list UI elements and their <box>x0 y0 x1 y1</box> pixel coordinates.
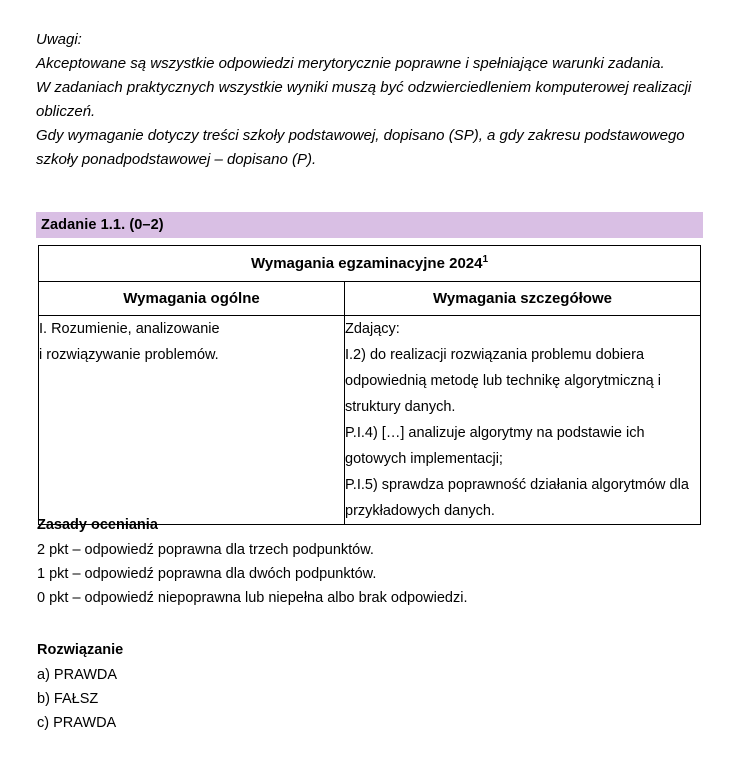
scoring-section <box>37 513 677 610</box>
column-header-general: Wymagania ogólne <box>39 282 345 316</box>
notes-line-3: Gdy wymaganie dotyczy treści szkoły podstawowej, dopisano (SP), a gdy zakresu podstawowego szkoły ponadpodstawowej – dopisano (P). <box>36 127 685 168</box>
solution-title: Rozwiązanie <box>37 642 124 658</box>
detailed-requirements-cell <box>345 316 701 525</box>
detailed-requirement-3: P.I.5) sprawdza poprawność działania algorytmów dla przykładowych danych. <box>345 477 689 519</box>
notes-heading: Uwagi: <box>36 31 82 48</box>
detailed-requirement-2: P.I.4) […] analizuje algorytmy na podstawie ich gotowych implementacji; <box>345 425 645 467</box>
notes-line-2: W zadaniach praktycznych wszystkie wyniki muszą być odzwierciedleniem komputerowej realizacji obliczeń. <box>36 79 692 120</box>
table-row-body <box>39 316 701 525</box>
requirements-title-text: Wymagania egzaminacyjne 2024 <box>250 255 483 272</box>
solution-answer-c: c) PRAWDA <box>37 715 117 731</box>
footnote-marker: 1 <box>482 254 489 265</box>
task-label: Zadanie 1.1. (0–2) <box>41 217 164 233</box>
scoring-rule-1pkt: 1 pkt – odpowiedź poprawna dla dwóch podpunktów. <box>37 566 377 582</box>
task-header-bar <box>36 212 703 238</box>
solution-answer-a: a) PRAWDA <box>37 667 118 683</box>
solution-section <box>37 638 437 735</box>
detailed-requirement-intro: Zdający: <box>345 321 400 337</box>
solution-answer-b: b) FAŁSZ <box>37 691 99 707</box>
detailed-requirement-1: I.2) do realizacji rozwiązania problemu dobiera odpowiednią metodę lub technikę algorytmiczną i struktury danych. <box>345 347 661 415</box>
general-requirement-line-1: I. Rozumienie, analizowanie <box>39 321 220 337</box>
notes-line-1: Akceptowane są wszystkie odpowiedzi merytorycznie poprawne i spełniające warunki zadania. <box>36 55 665 72</box>
notes-block <box>36 28 696 172</box>
requirements-table <box>38 245 701 525</box>
scoring-rule-0pkt: 0 pkt – odpowiedź niepoprawna lub niepełna albo brak odpowiedzi. <box>37 590 468 606</box>
scoring-rule-2pkt: 2 pkt – odpowiedź poprawna dla trzech podpunktów. <box>37 542 374 558</box>
general-requirements-cell <box>39 316 345 525</box>
general-requirement-line-2: i rozwiązywanie problemów. <box>39 347 219 363</box>
scoring-title: Zasady oceniania <box>37 517 158 533</box>
column-header-detailed: Wymagania szczegółowe <box>345 282 701 316</box>
table-row-title <box>39 246 701 282</box>
requirements-title-cell <box>39 246 701 282</box>
table-row-header <box>39 282 701 316</box>
